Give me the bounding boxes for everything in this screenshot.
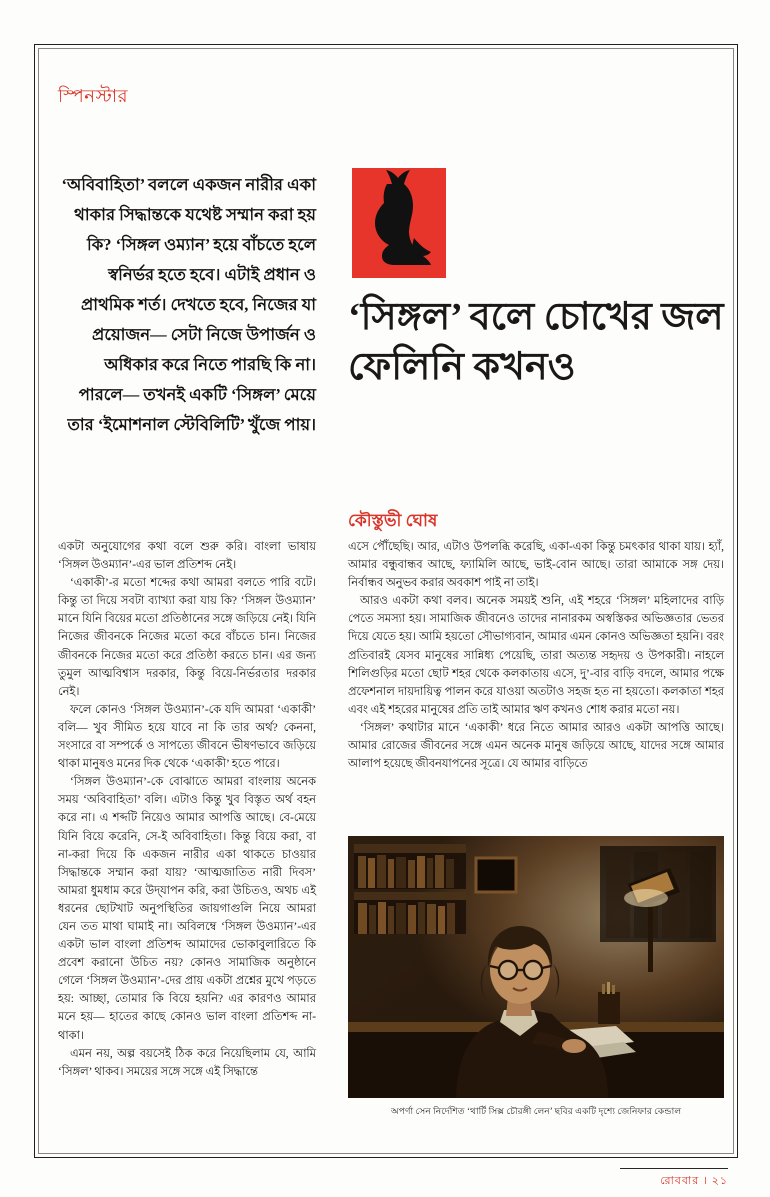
page-folio: রোববার । ২১ bbox=[660, 1175, 728, 1187]
cat-logo-box bbox=[352, 168, 446, 278]
footer-divider bbox=[620, 1168, 728, 1169]
photo-caption: অপর্ণা সেন নির্দেশিত ‘থার্টি সিক্স চৌরঙ্গী লেন’ ছবির একটি দৃশ্যে জেনিফার কেন্ডাল bbox=[390, 1106, 682, 1116]
paragraph: আরও একটা কথা বলব। অনেক সময়ই শুনি, এই শহরে ‘সিঙ্গল’ মহিলাদের বাড়ি পেতে সমস্যা হয়। সামাজিক জীবনেও তাদের নানারকম অস্বস্তিকর অভিজ্ঞতার ভেতর দিয়ে যেতে হয়। আমি হয়তো সৌভাগ্যবান, আমার এমন কোনও অভিজ্ঞতা হয়নি। বরং প্রতিবারই যেসব মানুষের সান্নিধ্য পেয়েছি, তারা অত্যন্ত সহৃদয় ও উপকারী। নাহলে শিলিগুড়ির মতো ছোট শহর থেকে কলকাতায় এসে, দু’-বার বাড়ি বদলে, আমার পক্ষে প্রফেশনাল দায়দায়িত্ব পালন করে যাওয়া অতটাও সহজ হত না হয়তো। কলকাতা শহর এবং এই শহরের মানুষের প্রতি তাই আমার ঋণ কখনও শোধ করার মতো নয়। bbox=[348, 595, 724, 716]
paragraph: ‘সিঙ্গল’ কথাটার মানে ‘একাকী’ ধরে নিতে আমার আরও একটা আপত্তি আছে। আমার রোজের জীবনের সঙ্গে এমন অনেক মানুষ জড়িয়ে আছে, যাদের সঙ্গে আমার আলাপ হয়েছে জীবনযাপনের সূত্রে। যে আমার বাড়িতে bbox=[348, 721, 724, 771]
paragraph: একটা অনুযোগের কথা বলে শুরু করি। বাংলা ভাষায় ‘সিঙ্গল উওম্যান’-এর ভাল প্রতিশব্দ নেই। bbox=[58, 541, 316, 572]
article-byline: কৌস্তুভী ঘোষ bbox=[348, 511, 438, 530]
black-cat-silhouette-icon bbox=[352, 168, 446, 278]
film-still-woman-at-desk bbox=[348, 836, 724, 1098]
article-standfirst: ‘অবিবাহিতা’ বললে একজন নারীর একা থাকার সিদ্ধান্তকে যথেষ্ট সম্মান করা হয় কি? ‘সিঙ্গল ওম্যান’ হয়ে বাঁচতে হলে স্বনির্ভর হতে হবে। এটাই প্রধান ও প্রাথমিক শর্ত। দেখতে হবে, নিজের যা প্রয়োজন— সেটা নিজে উপার্জন ও অধিকার করে নিতে পারছি কি না। পারলে— তখনই একটি ‘সিঙ্গল’ মেয়ে তার ‘ইমোশনাল স্টেবিলিটি’ খুঁজে পায়। bbox=[61, 175, 316, 434]
film-still-photo bbox=[348, 836, 724, 1098]
body-column-middle bbox=[348, 538, 724, 773]
paragraph: ‘একাকী’-র মতো শব্দের কথা আমরা বলতে পারি বটে। কিন্তু তা দিয়ে সবটা ব্যাখ্যা করা যায় কি? ‘সিঙ্গল উওম্যান’ মানে যিনি বিয়ের মতো প্রতিষ্ঠানের সঙ্গে জড়িয়ে নেই। যিনি নিজের জীবনকে নিজের মতো করে বাঁচতে চান। নিজের জীবনকে নিজের মতো করে প্রতিষ্ঠা করতে চান। এর জন্য তুমুল আত্মবিশ্বাস দরকার, কিন্তু বিয়ে-নির্ভরতার দরকার নেই। bbox=[58, 577, 316, 698]
paragraph: এমন নয়, অল্প বয়সেই ঠিক করে নিয়েছিলাম যে, আমি ‘সিঙ্গল’ থাকব। সময়ের সঙ্গে সঙ্গে এই সিদ্ধান্তে bbox=[58, 1047, 316, 1078]
section-kicker: স্পিনস্টার bbox=[58, 86, 128, 106]
paragraph: ফলে কোনও ‘সিঙ্গল উওম্যান’-কে যদি আমরা ‘একাকী’ বলি— খুব সীমিত হয়ে যাবে না কি তার অর্থ? কেননা, সংসারে বা সম্পর্কে ও সাপত্যে জীবনে ভীষণভাবে জড়িয়ে থাকা মানুষও মনের দিক থেকে ‘একাকী’ হতে পারে। bbox=[58, 703, 316, 771]
article-headline: ‘সিঙ্গল’ বলে চোখের জল ফেলিনি কখনও bbox=[348, 296, 724, 388]
body-column-left bbox=[58, 538, 316, 1081]
paragraph: ‘সিঙ্গল উওম্যান’-কে বোঝাতে আমরা বাংলায় অনেক সময় ‘অবিবাহিতা’ বলি। এটাও কিন্তু খুব বিস্তৃত অর্থ বহন করে না। এ শব্দটি নিয়েও আমার আপত্তি আছে। বে-মেয়ে যিনি বিয়ে করেনি, সে-ই অবিবাহিতা। কিন্তু বিয়ে করা, বা না-করা দিয়ে কি একজন নারীর একা থাকতে চাওয়ার সিদ্ধান্তকে সম্মান করা যায়? ‘আত্মজাতিত নারী দিবস’ আমরা ধুমধাম করে উদ্‌যাপন করি, করা উচিতও, অথচ এই ধরনের ছোটখাট অনুপস্থিতির জায়গাগুলি নিয়ে আমরা যেন তত মাথা ঘামাই না। অবিলম্বে ‘সিঙ্গল উওম্যান’-এর একটা ভাল বাংলা প্রতিশব্দ আমাদের ভোকাবুলারিতে কি প্রবেশ করানো উচিত নয়? কোনও সামাজিক অনুষ্ঠানে গেলে ‘সিঙ্গল উওম্যান’-দের প্রায় একটা প্রশ্নের মুখে পড়তে হয়: আচ্ছা, তোমার কি বিয়ে হয়নি? এর কারণও আমার মনে হয়— হাতের কাছে কোনও ভাল বাংলা প্রতিশব্দ না-থাকা। bbox=[58, 776, 316, 1042]
paragraph: এসে পৌঁছেছি। আর, এটাও উপলব্ধি করেছি, একা-একা কিন্তু চমৎকার থাকা যায়। হ্যাঁ, আমার বন্ধুবান্ধব আছে, ফ্যামিলি আছে, ভাই-বোন আছে। তারা আমাকে সঙ্গ দেয়। নির্বান্ধব অনুভব করার অবকাশ পাই না তাই। bbox=[348, 541, 724, 590]
